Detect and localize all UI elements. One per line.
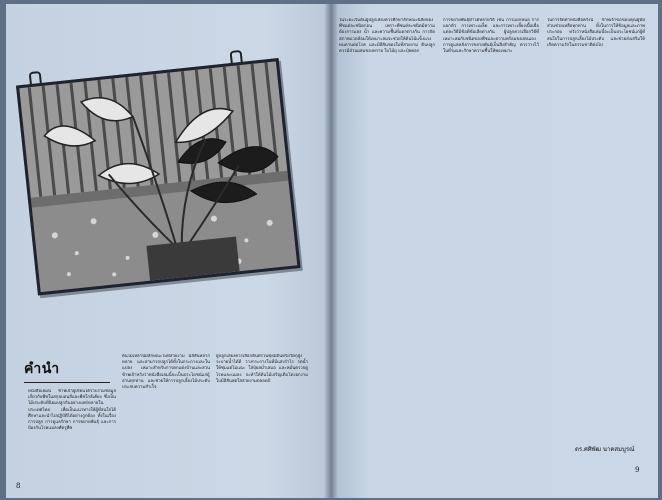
- page-title: คำนำ: [24, 361, 60, 377]
- paragraph: หนังสือเล่มนี้ ข้าพเจ้าผู้เขียนได้รวบรวมข้อมูลเกี่ยวกับพืชในสกุลบอนสีและพืชใกล้เคียง ซึ่งเป็นไม้ประดับที่นิยมปลูกกันอย่างแพร่หลายในประเทศไทย เพื่อเป็นแนวทางให้ผู้ที่สนใจได้ศึกษาและนำไปปฏิบัติได้อย่างถูกต้อง ทั้งในเรื่องการปลูก การดูแลรักษา การขยายพันธุ์ และการป้องกันโรคแมลงศัตรูพืช: [28, 389, 116, 432]
- page-number: 8: [16, 482, 21, 490]
- text-column: [443, 18, 539, 478]
- paragraph: ต้นไม้เหล่านี้มีลักษณะใบที่สวยงาม มีสีสันหลากหลาย และสามารถปลูกได้ทั้งในกระถางและในแปลง เหมาะสำหรับการตกแต่งบ้านและสวน ข้าพเจ้าหวังว่าหนังสือเล่มนี้จะเป็นประโยชน์แก่ผู้อ่านทุกท่าน และช่วยให้การปลูกเลี้ยงไม้ประดับประสบความสำเร็จ: [122, 354, 210, 391]
- text-column: [339, 18, 435, 478]
- plant-photo-icon: [19, 61, 297, 292]
- author-signature: ดร.ศศิพัฒ นาคสมบูรณ์: [575, 446, 635, 453]
- text-column: [216, 354, 308, 470]
- plant-photo: [16, 58, 301, 295]
- text-column: [122, 354, 210, 470]
- book-spread: [6, 4, 658, 498]
- title-rule: [24, 382, 110, 383]
- paragraph: การขยายพันธุ์ทำได้หลายวิธี เช่น การแยกหน่อ การแยกหัว การเพาะเมล็ด และการเพาะเลี้ยงเนื้อเยื่อ แต่ละวิธีมีข้อดีข้อเสียต่างกัน ผู้ปลูกควรเลือกวิธีที่เหมาะสมกับชนิดของพืชและความพร้อมของตนเอง การดูแลหลังการขยายพันธุ์เป็นสิ่งสำคัญ ควรวางไว้ในที่ร่มและรักษาความชื้นให้พอเหมาะ: [443, 18, 539, 55]
- paragraph: ผู้ปลูกเลี้ยงควรเลือกดินที่ร่วนซุยมีอินทรียวัตถุสูง ระบายน้ำได้ดี วางกระถางในที่มีแสงรำไร รดน้ำให้ชุ่มแต่ไม่แฉะ ใส่ปุ๋ยสม่ำเสมอ และหมั่นตรวจดูโรคและแมลง จะทำให้ต้นไม้เจริญเติบโตงอกงาม ใบมีสีสันสดใสสวยงามตลอดปี: [216, 354, 308, 384]
- paragraph: ในระยะเริ่มต้นผู้ปลูกเลี้ยงควรศึกษาลักษณะนิสัยของพืชแต่ละชนิดก่อน เพราะพืชแต่ละชนิดมีความต้องการแสง น้ำ และความชื้นที่แตกต่างกัน การจัดสภาพแวดล้อมให้เหมาะสมจะช่วยให้ต้นไม้แข็งแรง ทนทานต่อโรค และมีสีสันของใบที่สวยงาม ดินปลูกควรมีส่วนผสมของทราย ใบไม้ผุ และปุ๋ยคอก: [339, 18, 435, 55]
- photo-frame: [6, 28, 309, 322]
- text-column: [28, 389, 116, 469]
- left-page: [6, 4, 331, 498]
- text-column: [547, 18, 645, 418]
- right-page: [331, 4, 658, 498]
- paragraph: ในการจัดทำหนังสือครั้งนี้ ข้าพเจ้าขอขอบคุณผู้ที่มีส่วนช่วยเหลือทุกท่าน ทั้งในการให้ข้อมูลและภาพประกอบ หวังว่าหนังสือเล่มนี้จะเป็นประโยชน์แก่ผู้ที่สนใจในการปลูกเลี้ยงไม้ประดับ และช่วยส่งเสริมให้เกิดความรักในธรรมชาติต่อไป: [547, 18, 645, 48]
- book-gutter: [324, 4, 338, 498]
- page-number: 9: [635, 466, 640, 474]
